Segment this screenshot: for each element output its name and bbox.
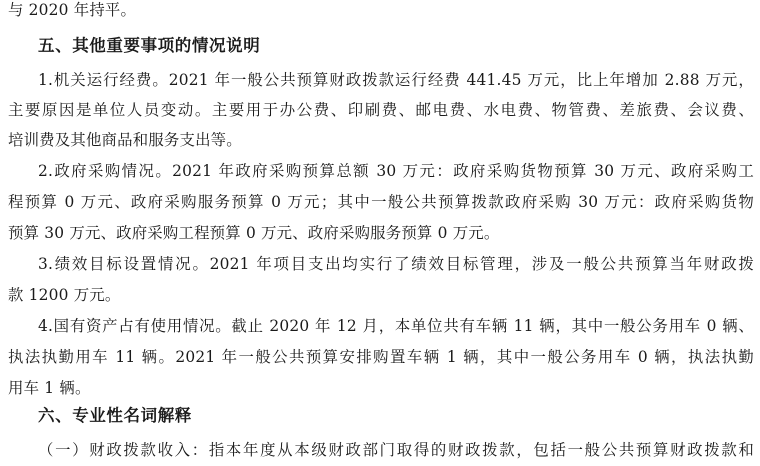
paragraph-line: 执法执勤用车 11 辆。2021 年一般公共预算安排购置车辆 1 辆，其中一般公务用车 0 辆，执法执勤 [8,348,754,366]
paragraph-line: 程预算 0 万元、政府采购服务预算 0 万元；其中一般公共预算拨款政府采购 30 万元：政府采购货物 [8,193,754,211]
paragraph-line: 培训费及其他商品和服务支出等。 [8,131,242,149]
paragraph-line: 款 1200 万元。 [8,286,121,304]
paragraph-line: （一）财政拨款收入：指本年度从本级财政部门取得的财政拨款，包括一般公共预算财政拨款和 [38,441,754,459]
text-line: 与 2020 年持平。 [8,1,137,19]
paragraph-line: 预算 30 万元、政府采购工程预算 0 万元、政府采购服务预算 0 万元。 [8,224,500,242]
paragraph-line: 3.绩效目标设置情况。2021 年项目支出均实行了绩效目标管理，涉及一般公共预算当年财政拨 [38,255,754,273]
paragraph-line: 主要原因是单位人员变动。主要用于办公费、印刷费、邮电费、水电费、物管费、差旅费、会议费、 [8,101,754,119]
section-heading-other-matters: 五、其他重要事项的情况说明 [38,36,261,55]
paragraph-line: 2.政府采购情况。2021 年政府采购预算总额 30 万元：政府采购货物预算 30 万元、政府采购工 [38,162,754,180]
section-heading-terminology: 六、专业性名词解释 [38,406,192,425]
paragraph-line: 1.机关运行经费。2021 年一般公共预算财政拨款运行经费 441.45 万元，比上年增加 2.88 万元， [38,71,754,89]
paragraph-line: 用车 1 辆。 [8,379,91,397]
paragraph-line: 4.国有资产占有使用情况。截止 2020 年 12 月，本单位共有车辆 11 辆，其中一般公务用车 0 辆、 [38,317,754,335]
